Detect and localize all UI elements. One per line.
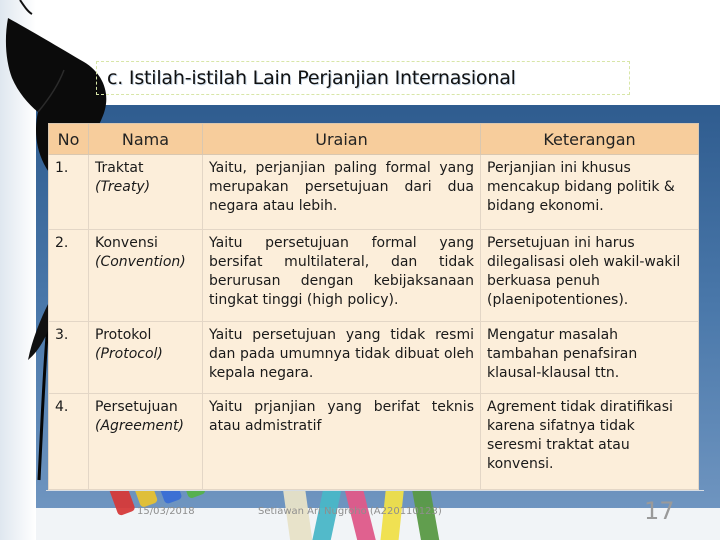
nama-translation: (Convention)	[95, 254, 186, 270]
terms-table	[48, 123, 699, 490]
nama-term: Protokol	[95, 327, 152, 343]
header-no: No	[49, 124, 89, 155]
row-keterangan: Perjanjian ini khusus mencakup bidang politik & bidang ekonomi.	[481, 155, 699, 230]
footer-divider	[46, 490, 704, 491]
nama-term: Persetujuan	[95, 399, 178, 415]
header-nama: Nama	[89, 124, 203, 155]
nama-translation: (Agreement)	[95, 418, 184, 434]
row-uraian: Yaitu prjanjian yang berifat teknis atau admistratif	[203, 394, 481, 490]
row-number: 3.	[49, 322, 89, 394]
row-nama	[89, 230, 203, 322]
row-nama	[89, 155, 203, 230]
row-nama	[89, 394, 203, 490]
table-row	[49, 322, 699, 394]
slide-title: c. Istilah-istilah Lain Perjanjian Internasional	[107, 67, 516, 89]
page-number: 17	[644, 497, 675, 525]
footer-date: 15/03/2018	[137, 506, 195, 517]
nama-term: Konvensi	[95, 235, 158, 251]
table-row	[49, 155, 699, 230]
header-keterangan: Keterangan	[481, 124, 699, 155]
row-uraian: Yaitu, perjanjian paling formal yang merupakan persetujuan dari dua negara atau lebih.	[203, 155, 481, 230]
row-number: 2.	[49, 230, 89, 322]
row-number: 4.	[49, 394, 89, 490]
row-uraian: Yaitu persetujuan formal yang bersifat multilateral, dan tidak berurusan dengan kebijaksanaan tingkat tinggi (high policy).	[203, 230, 481, 322]
row-keterangan: Persetujuan ini harus dilegalisasi oleh wakil-wakil berkuasa penuh (plaenipotentiones).	[481, 230, 699, 322]
row-keterangan: Agrement tidak diratifikasi karena sifatnya tidak seresmi traktat atau konvensi.	[481, 394, 699, 490]
row-nama	[89, 322, 203, 394]
row-keterangan: Mengatur masalah tambahan penafsiran klausal-klausal ttn.	[481, 322, 699, 394]
table-row	[49, 394, 699, 490]
row-number: 1.	[49, 155, 89, 230]
nama-translation: (Protocol)	[95, 346, 163, 362]
header-uraian: Uraian	[203, 124, 481, 155]
footer-author: Setiawan Ari Nugroho (A220110123)	[258, 506, 442, 517]
row-uraian: Yaitu persetujuan yang tidak resmi dan pada umumnya tidak dibuat oleh kepala negara.	[203, 322, 481, 394]
nama-term: Traktat	[95, 160, 144, 176]
table-header-row	[49, 124, 699, 155]
table-row	[49, 230, 699, 322]
nama-translation: (Treaty)	[95, 179, 151, 195]
title-box	[96, 61, 630, 95]
